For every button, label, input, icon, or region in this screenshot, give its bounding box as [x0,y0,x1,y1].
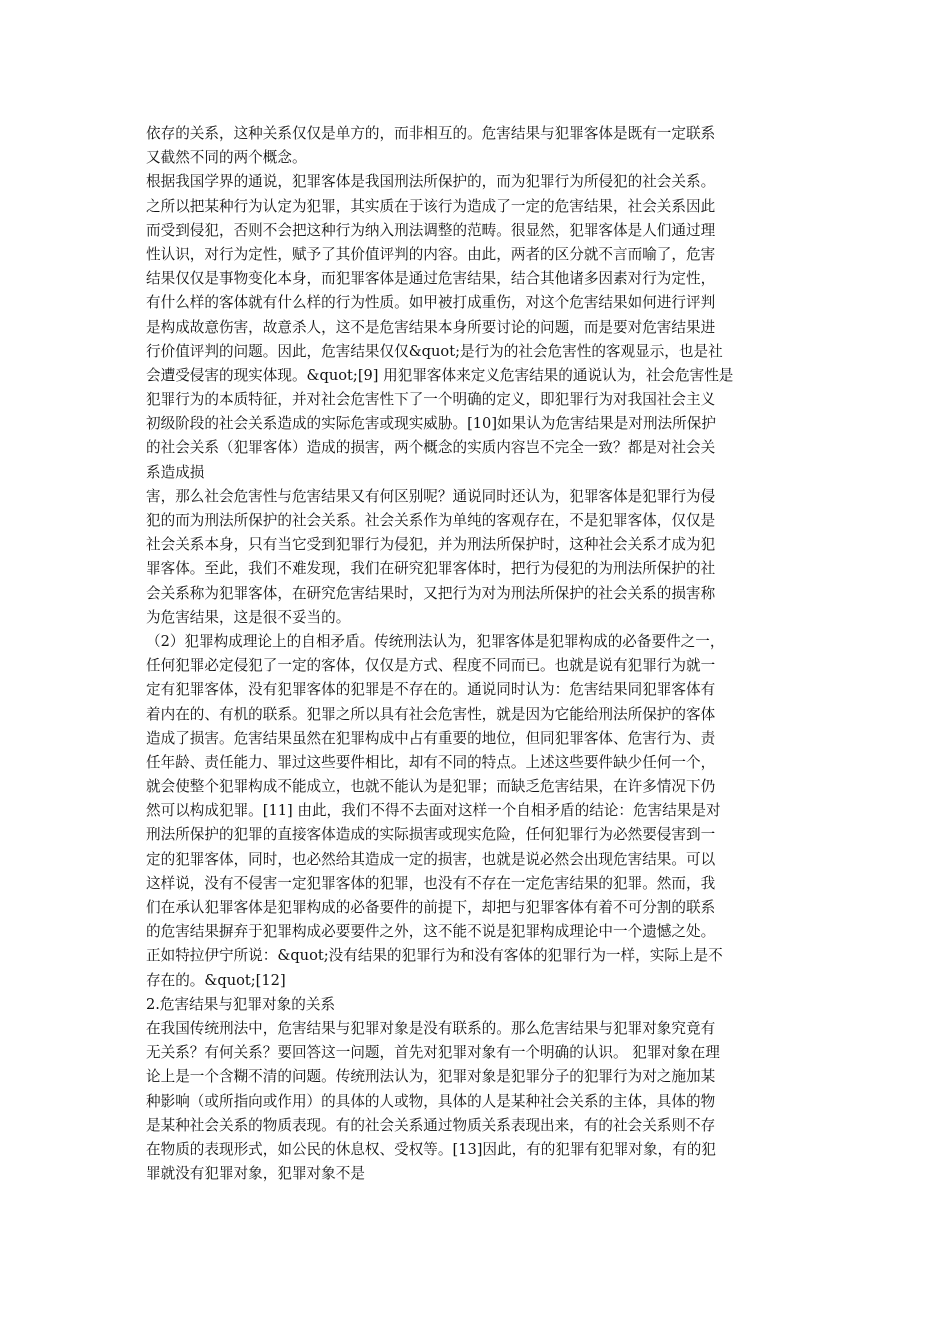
text-line: 在物质的表现形式，如公民的休息权、受权等。[13]因此，有的犯罪有犯罪对象，有的犯 [146,1140,716,1158]
text-line: 种影响（或所指向或作用）的具体的人或物，具体的人是某种社会关系的主体，具体的物 [146,1092,716,1110]
text-line: 存在的。&quot;[12] [146,971,286,989]
text-line: 犯罪行为的本质特征，并对社会危害性下了一个明确的定义，即犯罪行为对我国社会主义 [146,391,716,409]
text-line: 造成了损害。危害结果虽然在犯罪构成中占有重要的地位，但同犯罪客体、危害行为、责 [146,729,716,747]
document-page [146,122,810,1186]
text-line: 为危害结果，这是很不妥当的。 [146,608,351,626]
text-line: 行价值评判的问题。因此，危害结果仅仅&quot;是行为的社会危害性的客观显示，也是社 [146,342,723,360]
text-line: 性认识，对行为定性，赋予了其价值评判的内容。由此，两者的区分就不言而喻了，危害 [146,245,716,263]
text-line: 的社会关系（犯罪客体）造成的损害，两个概念的实质内容岂不完全一致？都是对社会关 [146,439,716,457]
text-line: 刑法所保护的犯罪的直接客体造成的实际损害或现实危险，任何犯罪行为必然要侵害到一 [146,826,716,844]
text-line: 们在承认犯罪客体是犯罪构成的必备要件的前提下，却把与犯罪客体有着不可分割的联系 [146,899,716,916]
text-line: 定的犯罪客体，同时，也必然给其造成一定的损害，也就是说必然会出现危害结果。可以 [146,850,716,868]
text-line: 任何犯罪必定侵犯了一定的客体，仅仅是方式、程度不同而已。也就是说有犯罪行为就一 [146,657,716,675]
text-line: 初级阶段的社会关系造成的实际危害或现实威胁。[10]如果认为危害结果是对刑法所保护 [146,415,716,433]
text-line: 而受到侵犯，否则不会把这种行为纳入刑法调整的范畴。很显然，犯罪客体是人们通过理 [146,221,716,239]
text-line: 定有犯罪客体，没有犯罪客体的犯罪是不存在的。通说同时认为：危害结果同犯罪客体有 [146,681,716,699]
text-line: 又截然不同的两个概念。 [146,149,307,167]
text-line: 2.危害结果与犯罪对象的关系 [146,995,336,1013]
text-line: 犯的而为刑法所保护的社会关系。社会关系作为单纯的客观存在，不是犯罪客体，仅仅是 [146,512,716,529]
text-line: 系造成损 [146,463,205,481]
text-line: 着内在的、有机的联系。犯罪之所以具有社会危害性，就是因为它能给刑法所保护的客体 [146,705,716,723]
text-line: 会遭受侵害的现实体现。&quot;[9] 用犯罪客体来定义危害结果的通说认为，社会危害性是 [146,366,734,384]
text-line: 会关系称为犯罪客体，在研究危害结果时，又把行为对为刑法所保护的社会关系的损害称 [146,584,716,602]
text-line: 罪就没有犯罪对象，犯罪对象不是 [146,1165,365,1183]
text-line: （2）犯罪构成理论上的自相矛盾。传统刑法认为，犯罪客体是犯罪构成的必备要件之一， [146,632,725,650]
text-line: 正如特拉伊宁所说：&quot;没有结果的犯罪行为和没有客体的犯罪行为一样，实际上是不 [146,947,723,965]
text-line: 依存的关系，这种关系仅仅是单方的，而非相互的。危害结果与犯罪客体是既有一定联系 [146,125,716,142]
text-line: 任年龄、责任能力、罪过这些要件相比，却有不同的特点。上述这些要件缺少任何一个， [146,753,716,771]
text-line: 在我国传统刑法中，危害结果与犯罪对象是没有联系的。那么危害结果与犯罪对象究竟有 [146,1019,716,1037]
text-line: 社会关系本身，只有当它受到犯罪行为侵犯，并为刑法所保护时，这种社会关系才成为犯 [146,536,716,554]
text-line: 就会使整个犯罪构成不能成立，也就不能认为是犯罪；而缺乏危害结果，在许多情况下仍 [146,778,716,796]
text-line: 之所以把某种行为认定为犯罪，其实质在于该行为造成了一定的危害结果，社会关系因此 [146,197,716,215]
text-line: 这样说，没有不侵害一定犯罪客体的犯罪，也没有不存在一定危害结果的犯罪。然而，我 [146,874,716,892]
text-line: 论上是一个含糊不清的问题。传统刑法认为，犯罪对象是犯罪分子的犯罪行为对之施加某 [146,1068,716,1086]
text-line: 根据我国学界的通说，犯罪客体是我国刑法所保护的，而为犯罪行为所侵犯的社会关系。 [146,173,716,191]
text-line: 结果仅仅是事物变化本身，而犯罪客体是通过危害结果，结合其他诸多因素对行为定性， [146,270,716,288]
text-line: 害，那么社会危害性与危害结果又有何区别呢？通说同时还认为，犯罪客体是犯罪行为侵 [146,487,716,505]
text-line: 然可以构成犯罪。[11] 由此，我们不得不去面对这样一个自相矛盾的结论：危害结果是对 [146,802,721,820]
text-line: 有什么样的客体就有什么样的行为性质。如甲被打成重伤，对这个危害结果如何进行评判 [146,294,716,312]
text-line: 罪客体。至此，我们不难发现，我们在研究犯罪客体时，把行为侵犯的为刑法所保护的社 [146,560,716,578]
text-line: 是构成故意伤害，故意杀人，这不是危害结果本身所要讨论的问题，而是要对危害结果进 [146,318,716,336]
text-line: 无关系？有何关系？要回答这一问题，首先对犯罪对象有一个明确的认识。 犯罪对象在理 [146,1044,720,1062]
text-line: 的危害结果摒弃于犯罪构成必要要件之外，这不能不说是犯罪构成理论中一个遗憾之处。 [146,923,716,941]
text-line: 是某种社会关系的物质表现。有的社会关系通过物质关系表现出来，有的社会关系则不存 [146,1116,716,1134]
